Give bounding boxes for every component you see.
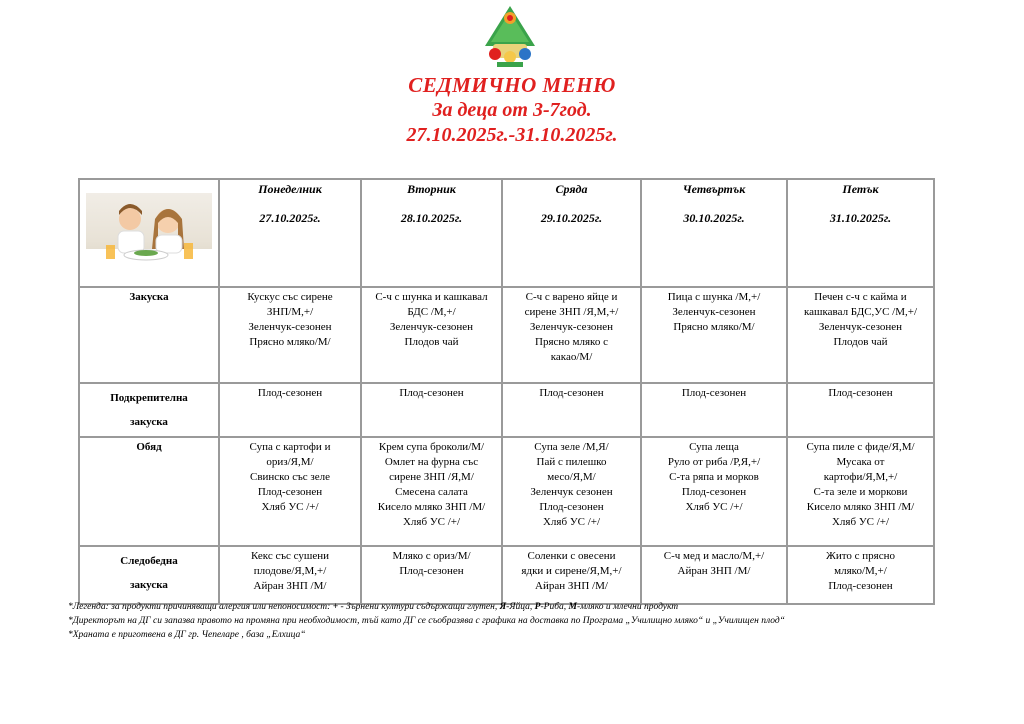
menu-line: плодове/Я,М,+/	[253, 565, 327, 577]
menu-line: Плод-сезонен	[681, 387, 747, 399]
day-header-friday: Петък 31.10.2025г.	[787, 179, 934, 287]
menu-line: Крем супа броколи/М/	[378, 441, 485, 453]
menu-line: Айран ЗНП /М/	[677, 565, 751, 577]
menu-line: Хляб УС /+/	[402, 516, 461, 528]
menu-line: Зеленчук-сезонен	[389, 321, 474, 333]
header-row	[79, 179, 934, 287]
menu-line: Свинско със зеле	[249, 471, 331, 483]
allergen-legend: *Легенда: за продукти причиняващи алергия или непоносимост: + - Зърнени култури съдържащи глутен, Я-Яйца, Р-Риба, М-мляко и млечни продукт	[68, 602, 679, 612]
menu-cell	[787, 546, 934, 604]
menu-line: Плод-сезонен	[539, 387, 604, 399]
menu-line: Хляб УС /+/	[542, 516, 601, 528]
menu-cell	[361, 383, 502, 437]
menu-line: Супа с картофи и	[249, 441, 331, 453]
menu-line: Плод-сезонен	[399, 387, 464, 399]
meal-row-lunch	[79, 437, 934, 546]
menu-line: С-ч мед и масло/М,+/	[663, 550, 765, 562]
menu-cell	[502, 546, 641, 604]
menu-line: Плод-сезонен	[828, 387, 893, 399]
menu-line: ядки и сирене/Я,М,+/	[521, 565, 622, 577]
menu-line: Прясно мляко/М/	[673, 321, 755, 333]
menu-cell	[641, 546, 787, 604]
menu-line: какао/М/	[550, 351, 593, 363]
menu-line: Кисело мляко ЗНП /М/	[806, 501, 915, 513]
weekly-menu-table	[78, 178, 935, 605]
kindergarten-logo	[475, 2, 545, 72]
menu-line: Айран ЗНП /М/	[253, 580, 327, 592]
menu-cell	[502, 383, 641, 437]
menu-cell	[641, 383, 787, 437]
menu-line: Зеленчук-сезонен	[672, 306, 756, 318]
menu-line: кашкавал БДС,УС /М,+/	[803, 306, 918, 318]
menu-line: С-та зеле и моркови	[813, 486, 908, 498]
meal-label: Подкрепителна закуска	[79, 383, 219, 437]
menu-line: Супа леща	[689, 441, 739, 453]
day-header-thursday: Четвъртък 30.10.2025г.	[641, 179, 787, 287]
photo-cell	[79, 179, 219, 287]
meal-row-breakfast	[79, 287, 934, 383]
menu-line: Кускус със сирене	[247, 291, 333, 303]
menu-line: С-ч с шунка и кашкавал	[375, 291, 488, 303]
menu-line: Плод-сезонен	[257, 486, 323, 498]
menu-line: Жито с прясно	[825, 550, 895, 562]
menu-cell	[787, 437, 934, 546]
menu-line: месо/Я,М/	[547, 471, 596, 483]
menu-line: БДС /М,+/	[407, 306, 456, 318]
menu-line: Плодов чай	[404, 336, 459, 348]
menu-cell	[641, 437, 787, 546]
menu-cell	[502, 437, 641, 546]
title-line-3: 27.10.2025г.-31.10.2025г.	[406, 124, 618, 146]
menu-cell	[219, 287, 361, 383]
menu-line: Мусака от	[836, 456, 885, 468]
day-header-wednesday: Сряда 29.10.2025г.	[502, 179, 641, 287]
menu-line: Пица с шунка /М,+/	[667, 291, 761, 303]
meal-row-afternoon-snack	[79, 546, 934, 604]
menu-line: Руло от риба /Р,Я,+/	[667, 456, 761, 468]
menu-line: Омлет на фурна със	[384, 456, 479, 468]
menu-line: Хляб УС /+/	[831, 516, 890, 528]
menu-title	[0, 72, 1024, 148]
menu-cell	[219, 437, 361, 546]
day-header-tuesday: Вторник 28.10.2025г.	[361, 179, 502, 287]
menu-cell	[641, 287, 787, 383]
menu-line: Прясно мляко/М/	[249, 336, 331, 348]
menu-cell	[361, 287, 502, 383]
footnotes	[68, 600, 948, 642]
menu-line: Плод-сезонен	[539, 501, 604, 513]
menu-line: Плод-сезонен	[257, 387, 323, 399]
menu-cell	[219, 546, 361, 604]
menu-line: Зеленчук-сезонен	[248, 321, 332, 333]
menu-line: мляко/М,+/	[834, 565, 887, 577]
menu-line: Супа пиле с фиде/Я,М/	[806, 441, 915, 453]
menu-line: Плодов чай	[833, 336, 888, 348]
menu-line: ориз/Я,М/	[266, 456, 314, 468]
meal-label: Закуска	[79, 287, 219, 383]
menu-cell	[361, 546, 502, 604]
menu-cell	[787, 287, 934, 383]
menu-line: Плод-сезонен	[681, 486, 747, 498]
menu-cell	[787, 383, 934, 437]
day-header-monday: Понеделник 27.10.2025г.	[219, 179, 361, 287]
menu-line: Печен с-ч с кайма и	[814, 291, 907, 303]
menu-line: Супа зеле /М,Я/	[534, 441, 609, 453]
menu-line: С-ч с варено яйце и	[525, 291, 618, 303]
children-eating-photo	[86, 193, 212, 273]
menu-line: Зеленчук-сезонен	[818, 321, 903, 333]
menu-line: Зеленчук-сезонен	[529, 321, 614, 333]
menu-line: С-та ряпа и морков	[669, 471, 759, 483]
menu-line: ЗНП/М,+/	[266, 306, 314, 318]
meal-label: Обяд	[79, 437, 219, 546]
menu-line: Кисело мляко ЗНП /М/	[377, 501, 486, 513]
menu-line: Смесена салата	[395, 486, 468, 498]
menu-line: Хляб УС /+/	[685, 501, 743, 513]
menu-line: Зеленчук сезонен	[530, 486, 613, 498]
meal-row-snack	[79, 383, 934, 437]
menu-line: Прясно мляко с	[535, 336, 608, 348]
title-line-1: СЕДМИЧНО МЕНЮ	[408, 73, 616, 97]
menu-line: Плод-сезонен	[828, 580, 893, 592]
menu-line: Хляб УС /+/	[261, 501, 319, 513]
title-line-2: За деца от 3-7год.	[432, 99, 592, 121]
meal-label: Следобедна закуска	[79, 546, 219, 604]
menu-line: картофи/Я,М,+/	[823, 471, 898, 483]
menu-line: Пай с пилешко	[536, 456, 607, 468]
menu-line: Соленки с овесени	[527, 550, 616, 562]
menu-line: сирене ЗНП /Я,М/	[389, 471, 474, 483]
menu-line: Айран ЗНП /М/	[535, 580, 608, 592]
menu-line: Кекс със сушени	[250, 550, 330, 562]
menu-cell	[219, 383, 361, 437]
menu-line: сирене ЗНП /Я,М,+/	[524, 306, 619, 318]
menu-cell	[361, 437, 502, 546]
menu-cell	[502, 287, 641, 383]
director-note: *Директорът на ДГ си запазва правото на промяна при необходимост, тъй като ДГ се съобразява с графика на доставка по Програма „Училищно мляко“ и „Училищен плод“	[68, 616, 785, 626]
kitchen-note: *Храната е приготвена в ДГ гр. Чепеларе , база „Елхица“	[68, 630, 306, 640]
menu-line: Плод-сезонен	[399, 565, 464, 577]
menu-line: Мляко с ориз/М/	[392, 550, 471, 562]
